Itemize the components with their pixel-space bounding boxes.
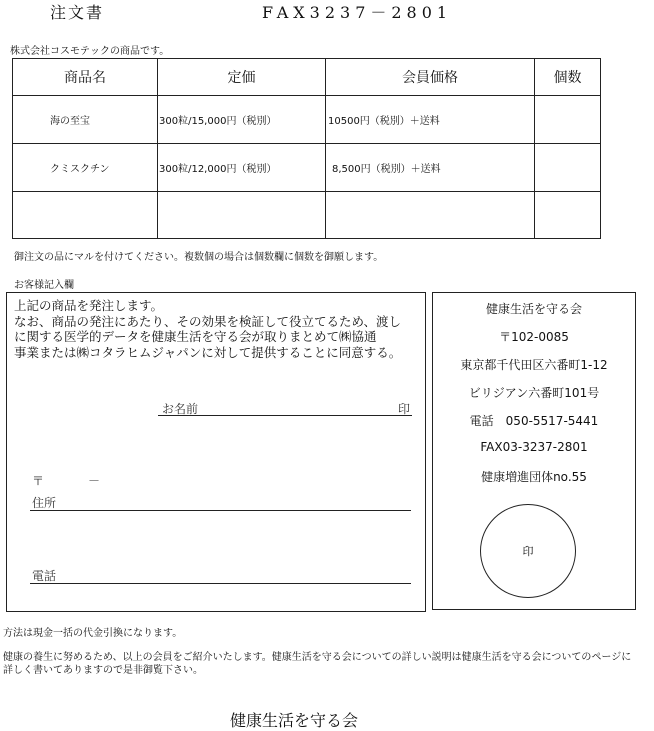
name-field-label: お名前 xyxy=(162,402,199,416)
customer-section-label: お客様記入欄 xyxy=(14,280,74,291)
footer-organization-name: 健康生活を守る会 xyxy=(230,711,359,730)
quantity-cell[interactable] xyxy=(535,144,601,192)
fax-number-header: FAX3237－2801 xyxy=(262,3,453,22)
product-name-cell[interactable] xyxy=(13,192,158,239)
description-line: 詳しく書いてありますので是非御覧下さい。 xyxy=(3,665,203,676)
product-name-cell: クミスクチン xyxy=(13,144,158,192)
list-price-cell[interactable] xyxy=(158,192,326,239)
payment-method-note: 方法は現金一括の代金引換になります。 xyxy=(3,628,183,639)
list-price-cell: 300粒/15,000円（税別） xyxy=(158,96,326,144)
seal-circle xyxy=(480,504,576,598)
name-field-line[interactable] xyxy=(158,415,412,416)
organization-fax: FAX03-3237-2801 xyxy=(480,440,588,454)
member-price-cell: 10500円（税別）＋送料 xyxy=(326,96,535,144)
phone-field-label: 電話 xyxy=(32,569,57,583)
quantity-cell[interactable] xyxy=(535,96,601,144)
name-seal-mark: 印 xyxy=(398,402,411,416)
organization-name: 健康生活を守る会 xyxy=(485,302,582,316)
organization-postal: 〒102-0085 xyxy=(499,330,569,344)
statement-line: 上記の商品を発注します。 xyxy=(14,298,164,313)
description-line: 健康の養生に努めるため、以上の会員をご紹介いたします。健康生活を守る会についての詳しい説明は健康生活を守る会についてのページに xyxy=(3,652,632,663)
header-product-name: 商品名 xyxy=(13,59,158,96)
organization-group-number: 健康増進団体no.55 xyxy=(481,470,587,484)
organization-address-line1: 東京都千代田区六番町1-12 xyxy=(460,358,608,372)
order-instruction-note: 御注文の品にマルを付けてください。複数個の場合は個数欄に個数を御願します。 xyxy=(14,252,384,263)
address-field-line[interactable] xyxy=(30,510,411,511)
table-row xyxy=(13,96,601,144)
header-member-price: 会員価格 xyxy=(326,59,535,96)
header-quantity: 個数 xyxy=(535,59,601,96)
consent-statement xyxy=(14,298,401,360)
intro-text: 株式会社コスモテックの商品です。 xyxy=(10,46,170,57)
document-title: 注文書 xyxy=(50,3,105,22)
statement-line: に関する医学的データを健康生活を守る会が取りまとめて㈱協通 xyxy=(14,329,377,344)
member-price-cell[interactable] xyxy=(326,192,535,239)
organization-phone: 電話 050-5517-5441 xyxy=(469,414,599,428)
phone-field-line[interactable] xyxy=(30,583,411,584)
header-list-price: 定価 xyxy=(158,59,326,96)
statement-line: 事業または㈱コタラヒムジャパンに対して提供することに同意する。 xyxy=(14,344,402,360)
postal-mark: 〒 xyxy=(32,474,45,488)
organization-address-line2: ビリジアン六番町101号 xyxy=(468,386,600,400)
member-price-cell: 8,500円（税別）＋送料 xyxy=(326,144,535,192)
table-row xyxy=(13,192,601,239)
seal-mark: 印 xyxy=(522,545,534,558)
table-header-row xyxy=(13,59,601,96)
address-field-label: 住所 xyxy=(32,496,57,510)
postal-dash: － xyxy=(88,474,101,488)
list-price-cell: 300粒/12,000円（税別） xyxy=(158,144,326,192)
statement-line: なお、商品の発注にあたり、その効果を検証して役立てるため、渡し xyxy=(14,313,402,329)
order-table xyxy=(12,58,601,239)
product-name-cell: 海の至宝 xyxy=(13,96,158,144)
quantity-cell[interactable] xyxy=(535,192,601,239)
table-row xyxy=(13,144,601,192)
